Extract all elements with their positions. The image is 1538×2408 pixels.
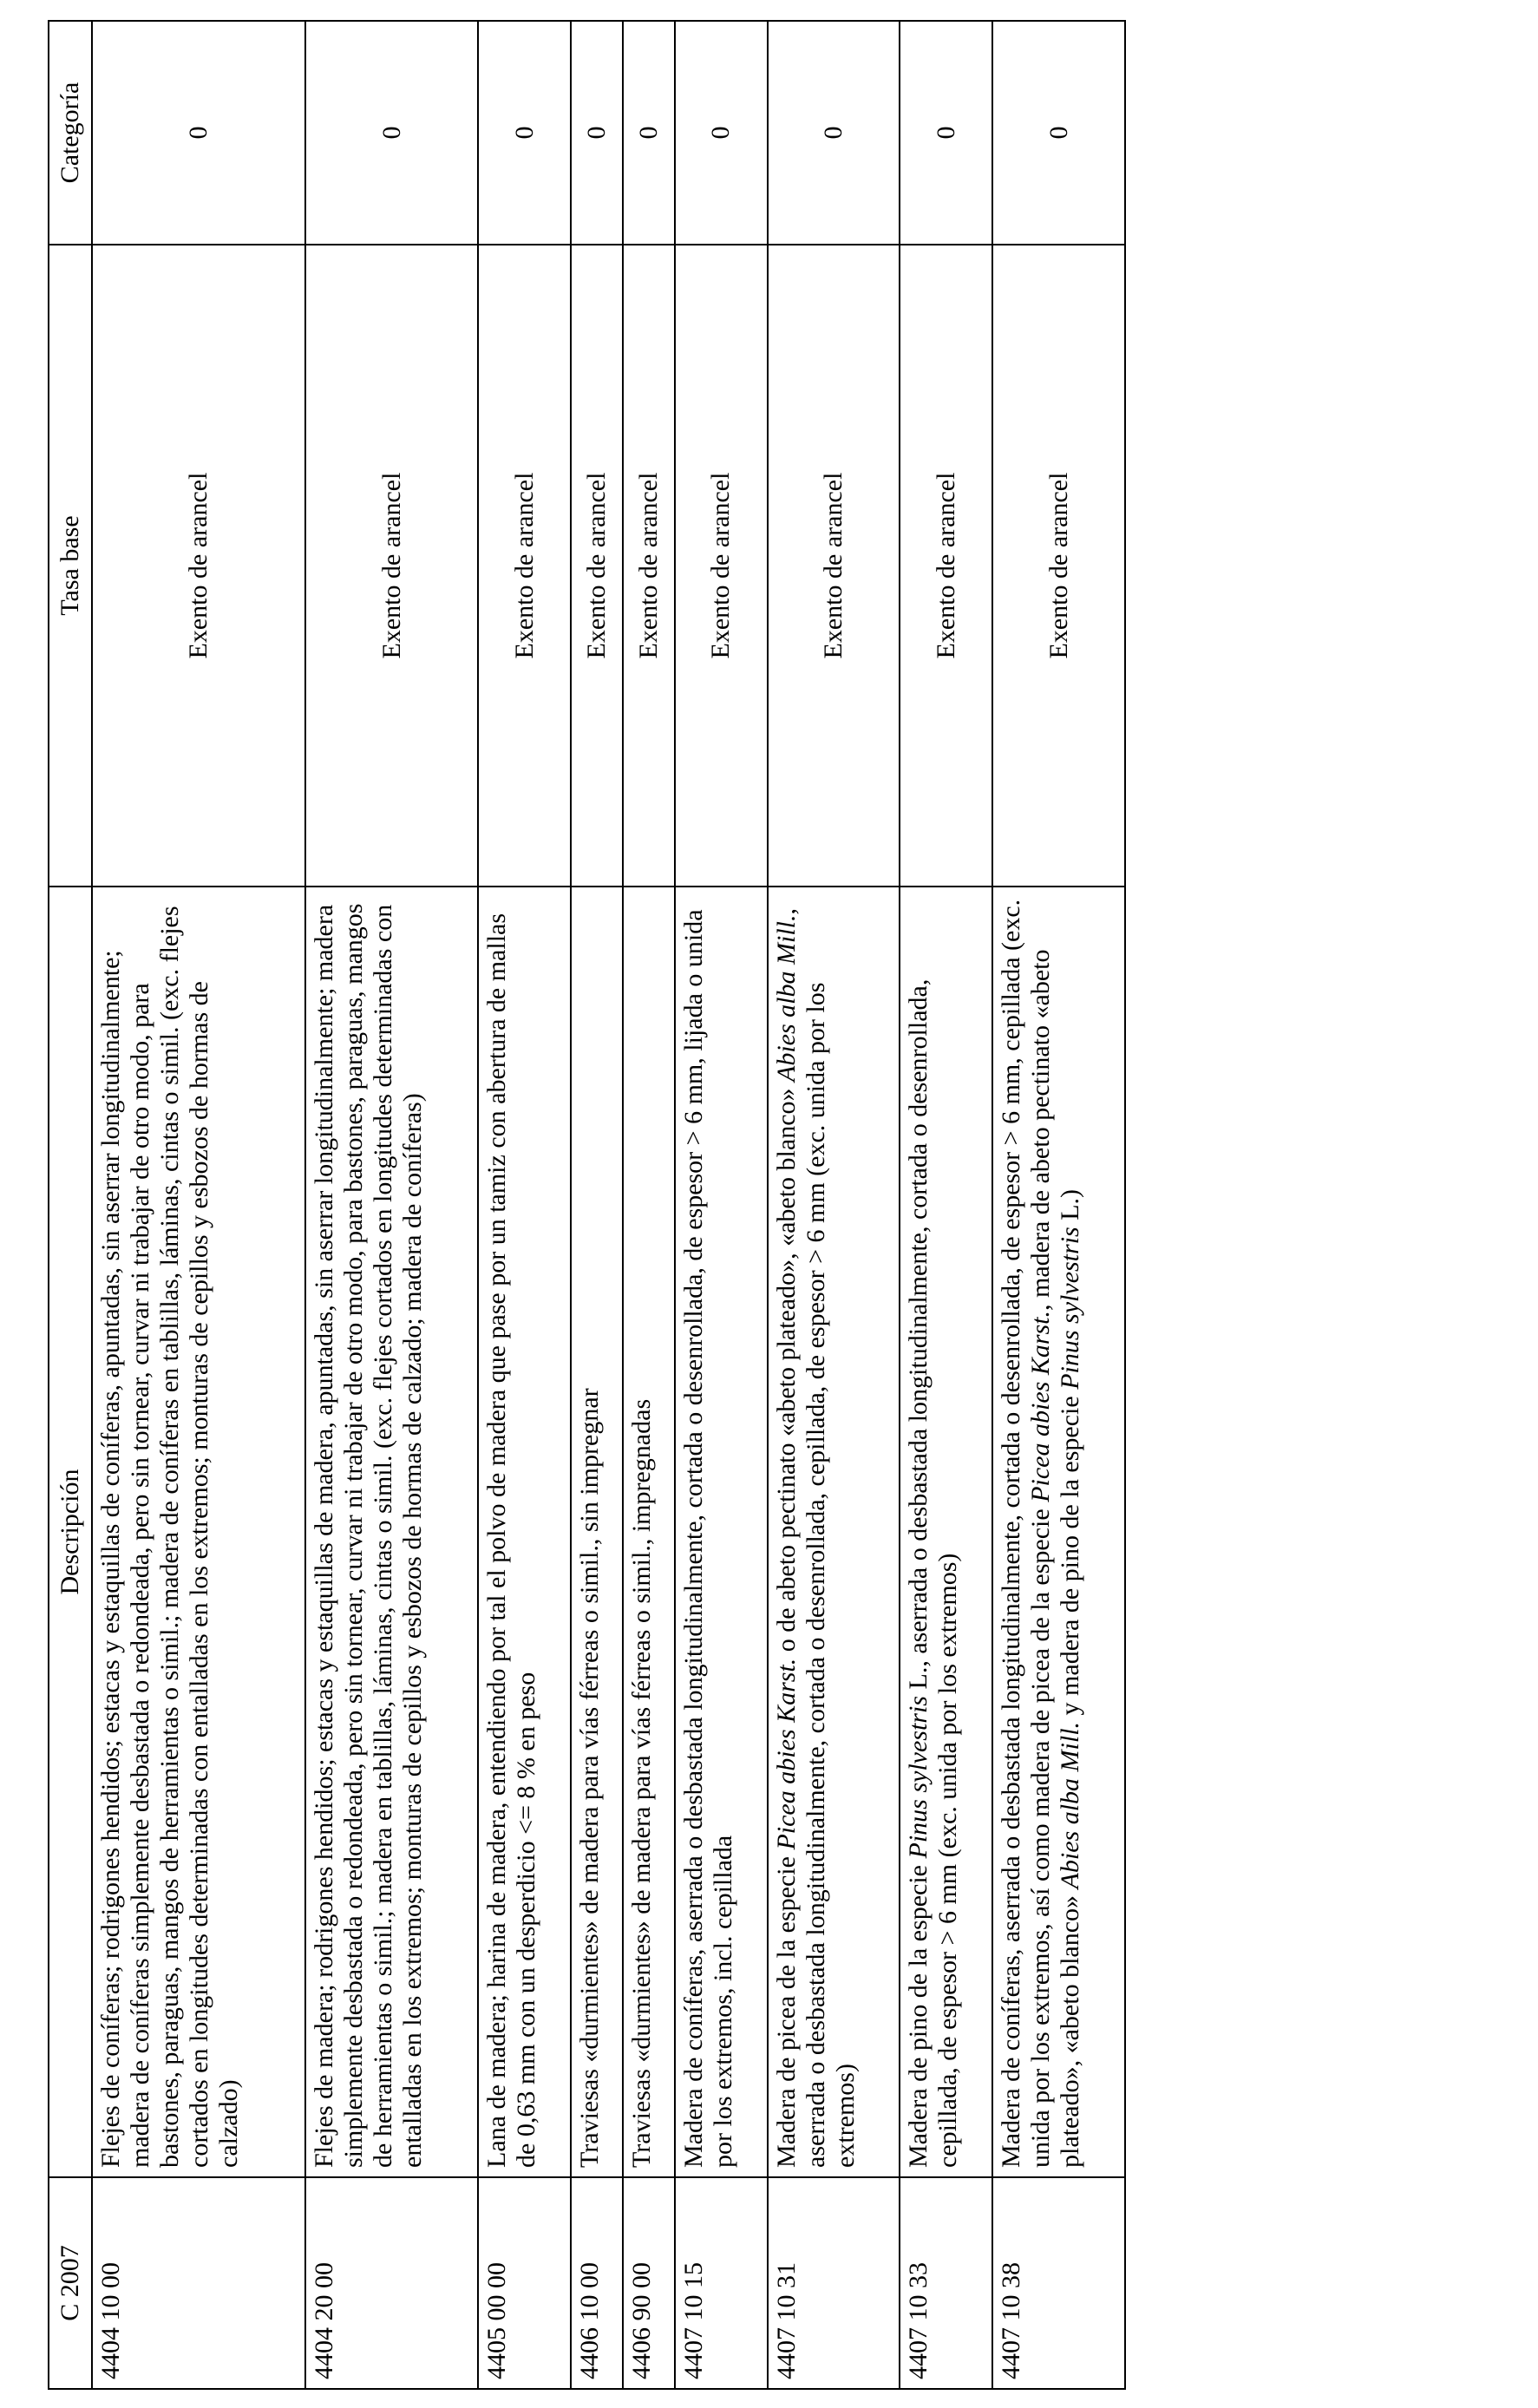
table-body (92, 21, 1125, 2389)
species-name: Abies alba Mill. (1056, 1721, 1084, 1889)
cell-category: 0 (675, 21, 768, 245)
table-row (675, 21, 768, 2389)
cell-description (571, 887, 623, 2177)
table-row (305, 21, 478, 2389)
cell-code: 4407 10 33 (900, 2177, 992, 2389)
description-text: Madera de pino de la especie (904, 1858, 933, 2168)
description-text: Lana de madera; harina de madera, entendiendo por tal el polvo de madera que pase por un tamiz con abertura de mallas de 0,63 mm con un desperdicio <= 8 % en peso (482, 913, 541, 2168)
description-text: Traviesas «durmientes» de madera para vías férreas o simil., sin impregnar (574, 1388, 604, 2168)
description-text: Madera de coníferas, aserrada o desbastada longitudinalmente, cortada o desenrollada, de espesor > 6 mm, lijada o unida por los extremos, incl. cepillada (678, 909, 737, 2168)
description-text: Flejes de madera; rodrigones hendidos; estacas y estaquillas de madera, apuntadas, sin aserrar longitudinalmente; madera simplemente desbastada o redondeada, pero sin tornear, curvar ni trabajar de otro modo, para bastones, paraguas, mangos de herramientas o simil.; madera en tablillas, láminas, cintas o simil. (exc. flejes cortados en longitudes determinadas con entalladas en los extremos; monturas de cepillos y esbozos de hormas de calzado; madera de coníferas) (309, 903, 427, 2168)
cell-code: 4404 20 00 (305, 2177, 478, 2389)
species-name: Picea abies Karst. (1026, 1310, 1055, 1502)
description-text: L., aserrada o desbastada longitudinalmente, cortada o desenrollada, cepillada, de espesor > 6 mm (exc. unida por los extremos) (904, 978, 963, 2168)
cell-rate: Exento de arancel (675, 245, 768, 887)
species-name: Abies alba Mill. (771, 914, 801, 1082)
header-code: C 2007 (49, 2177, 92, 2389)
cell-code: 4407 10 15 (675, 2177, 768, 2389)
cell-rate: Exento de arancel (571, 245, 623, 887)
header-description: Descripción (49, 887, 92, 2177)
cell-rate: Exento de arancel (900, 245, 992, 887)
header-rate: Tasa base (49, 245, 92, 887)
cell-description (768, 887, 900, 2177)
table-row (768, 21, 900, 2389)
description-text: Madera de picea de la especie (771, 1849, 801, 2168)
cell-rate: Exento de arancel (478, 245, 571, 887)
cell-description (675, 887, 768, 2177)
cell-category: 0 (623, 21, 675, 245)
cell-rate: Exento de arancel (92, 245, 305, 887)
table-row (900, 21, 992, 2389)
table-row (992, 21, 1125, 2389)
cell-rate: Exento de arancel (992, 245, 1125, 887)
rotated-page (48, 22, 1126, 2390)
cell-rate: Exento de arancel (305, 245, 478, 887)
tariff-table (48, 20, 1126, 2390)
species-name: Picea abies Karst. (771, 1658, 801, 1850)
cell-category: 0 (305, 21, 478, 245)
cell-code: 4405 00 00 (478, 2177, 571, 2389)
cell-category: 0 (571, 21, 623, 245)
cell-category: 0 (992, 21, 1125, 245)
description-text: , aserrada o desbastada longitudinalmente, cortada o desenrollada, cepillada, de espesor > 6 mm (exc. unida por los extremos) (771, 908, 860, 2168)
description-text: Traviesas «durmientes» de madera para vías férreas o simil., impregnadas (626, 1398, 656, 2168)
header-category: Categoría (49, 21, 92, 245)
description-text: L.) (1056, 1188, 1084, 1227)
cell-code: 4407 10 31 (768, 2177, 900, 2389)
table-row (571, 21, 623, 2389)
cell-category: 0 (478, 21, 571, 245)
cell-code: 4404 10 00 (92, 2177, 305, 2389)
cell-category: 0 (900, 21, 992, 245)
cell-description (305, 887, 478, 2177)
cell-category: 0 (768, 21, 900, 245)
cell-category: 0 (92, 21, 305, 245)
cell-code: 4406 90 00 (623, 2177, 675, 2389)
cell-code: 4407 10 38 (992, 2177, 1125, 2389)
species-name: Pinus sylvestris (1056, 1227, 1084, 1390)
table-row (623, 21, 675, 2389)
table-row (478, 21, 571, 2389)
description-text: o de abeto pectinato «abeto plateado», «abeto blanco» (771, 1081, 801, 1659)
description-text: Madera de coníferas, aserrada o desbastada longitudinalmente, cortada o desenrollada, de espesor > 6 mm, cepillada (exc. unida por los extremos, así como madera de picea de la especie (997, 899, 1055, 2168)
description-text: Flejes de coníferas; rodrigones hendidos; estacas y estaquillas de coníferas, apuntadas, sin aserrar longitudinalmente; madera de coníferas simplemente desbastada o redondeada, pero sin tornear, curvar ni trabajar de otro modo, para bastones, paraguas, mangos de herramientas o simil.; madera de coníferas en tablillas, láminas, cintas o simil. (exc. flejes cortados en longitudes determinadas con entalladas en los extremos; monturas de cepillos y esbozos de hormas de calzado) (96, 906, 243, 2168)
cell-code: 4406 10 00 (571, 2177, 623, 2389)
description-text: , madera de abeto pectinato «abeto plateado», «abeto blanco» (1026, 949, 1084, 2168)
cell-description (900, 887, 992, 2177)
header-row (49, 21, 92, 2389)
cell-description (478, 887, 571, 2177)
cell-rate: Exento de arancel (623, 245, 675, 887)
species-name: Pinus sylvestris (904, 1696, 933, 1859)
cell-description (992, 887, 1125, 2177)
description-text: y madera de pino de la especie (1056, 1389, 1084, 1722)
table-row (92, 21, 305, 2389)
cell-rate: Exento de arancel (768, 245, 900, 887)
cell-description (623, 887, 675, 2177)
cell-description (92, 887, 305, 2177)
